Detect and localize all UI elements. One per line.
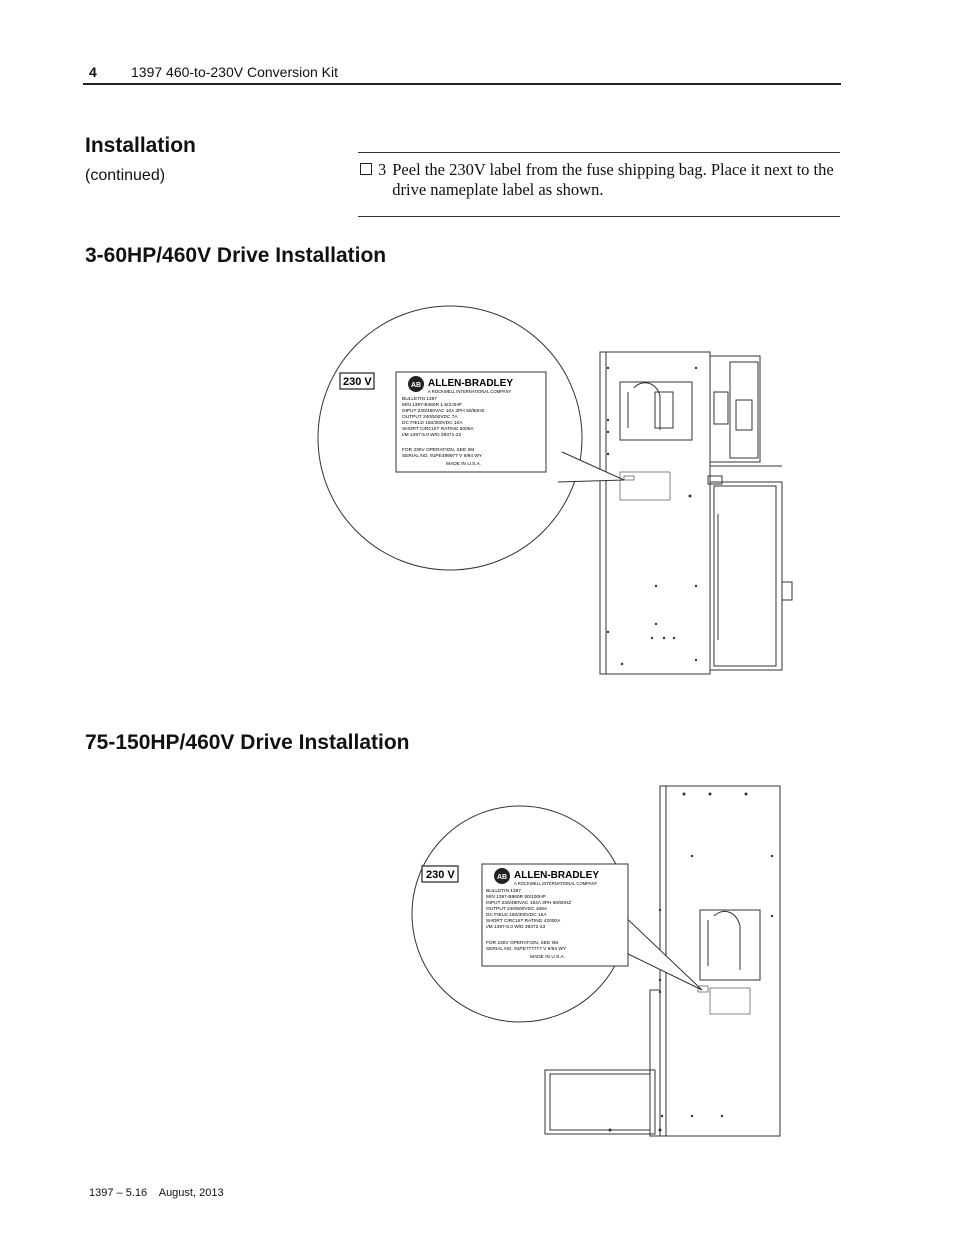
drive-illustration-3-60hp (310, 300, 820, 680)
running-header-title: 1397 460-to-230V Conversion Kit (131, 64, 339, 80)
nameplate-line: DC FIELD 150/300VDC 10A (402, 421, 463, 426)
step-rule-bottom (358, 216, 840, 217)
step-rule-top (358, 152, 840, 153)
step-item (360, 160, 838, 200)
svg-text:AB: AB (497, 874, 508, 881)
nameplate-line: SERIAL NO. 91PE777777 V 9/94 WY (486, 947, 567, 952)
nameplate-line: BULLETIN 1397 (402, 397, 437, 402)
drive-illustration-75-150hp (410, 780, 810, 1140)
nameplate-line: FOR 230V OPERATION, SEE I/M (402, 448, 475, 453)
nameplate-brand: ALLEN-BRADLEY (514, 870, 599, 881)
page-number: 4 (89, 64, 97, 80)
section-subtitle: (continued) (85, 167, 166, 184)
nameplate-line: M/N 1397-B460R 1.5/3.0HP (402, 403, 462, 408)
nameplate-line: FOR 230V OPERATION, SEE I/M (486, 941, 559, 946)
nameplate-line: BULLETIN 1397 (486, 889, 521, 894)
nameplate-brand-sub: A ROCKWELL INTERNATIONAL COMPANY (514, 881, 598, 886)
figure-heading-2: 75-150HP/460V Drive Installation (85, 731, 410, 754)
nameplate-footer: MADE IN U.S.A. (446, 462, 482, 467)
nameplate-brand: ALLEN-BRADLEY (428, 378, 513, 389)
nameplate-line: INPUT 230/460VAC 10A 3PH 50/60HZ (402, 409, 485, 414)
step-number: 3 (378, 160, 387, 179)
nameplate-line: I/M 1397-5.0 W/D 39371-23 (402, 433, 462, 438)
step-text: Peel the 230V label from the fuse shipping bag. Place it next to the drive nameplate label as shown. (392, 160, 834, 199)
nameplate-line: SHORT CIRCUIT RATING 5000A (402, 427, 474, 432)
nameplate-line: OUTPUT 240/500VDC 7A (402, 415, 458, 420)
nameplate-line: OUTPUT 240/500VDC 169A (486, 907, 547, 912)
figure-heading-1: 3-60HP/460V Drive Installation (85, 244, 387, 267)
checkbox-icon[interactable] (360, 163, 372, 175)
nameplate-line: INPUT 230/460VAC 154A 3PH 50/60HZ (486, 901, 572, 906)
nameplate-line: DC FIELD 150/300VDC 15A (486, 913, 547, 918)
drive-cabinet (660, 786, 780, 1136)
nameplate-line: SHORT CIRCUIT RATING 42000A (486, 919, 561, 924)
svg-text:AB: AB (411, 382, 422, 389)
nameplate-footer: MADE IN U.S.A. (530, 955, 566, 960)
nameplate-brand-sub: A ROCKWELL INTERNATIONAL COMPANY (428, 389, 512, 394)
drive-nameplate-small (710, 988, 750, 1014)
nameplate-line: I/M 1397-5.0 W/D 39372-23 (486, 925, 546, 930)
230v-label-text: 230 V (343, 376, 372, 388)
section-title: Installation (85, 134, 196, 157)
nameplate-line: SERIAL NO. 91PE499977 V 9/94 WY (402, 454, 483, 459)
230v-label-text: 230 V (426, 869, 455, 881)
page-footer: 1397 – 5.16 August, 2013 (89, 1187, 224, 1199)
nameplate-line: M/N 1397-B960R 50/100HP (486, 895, 546, 900)
header-rule (83, 83, 841, 85)
